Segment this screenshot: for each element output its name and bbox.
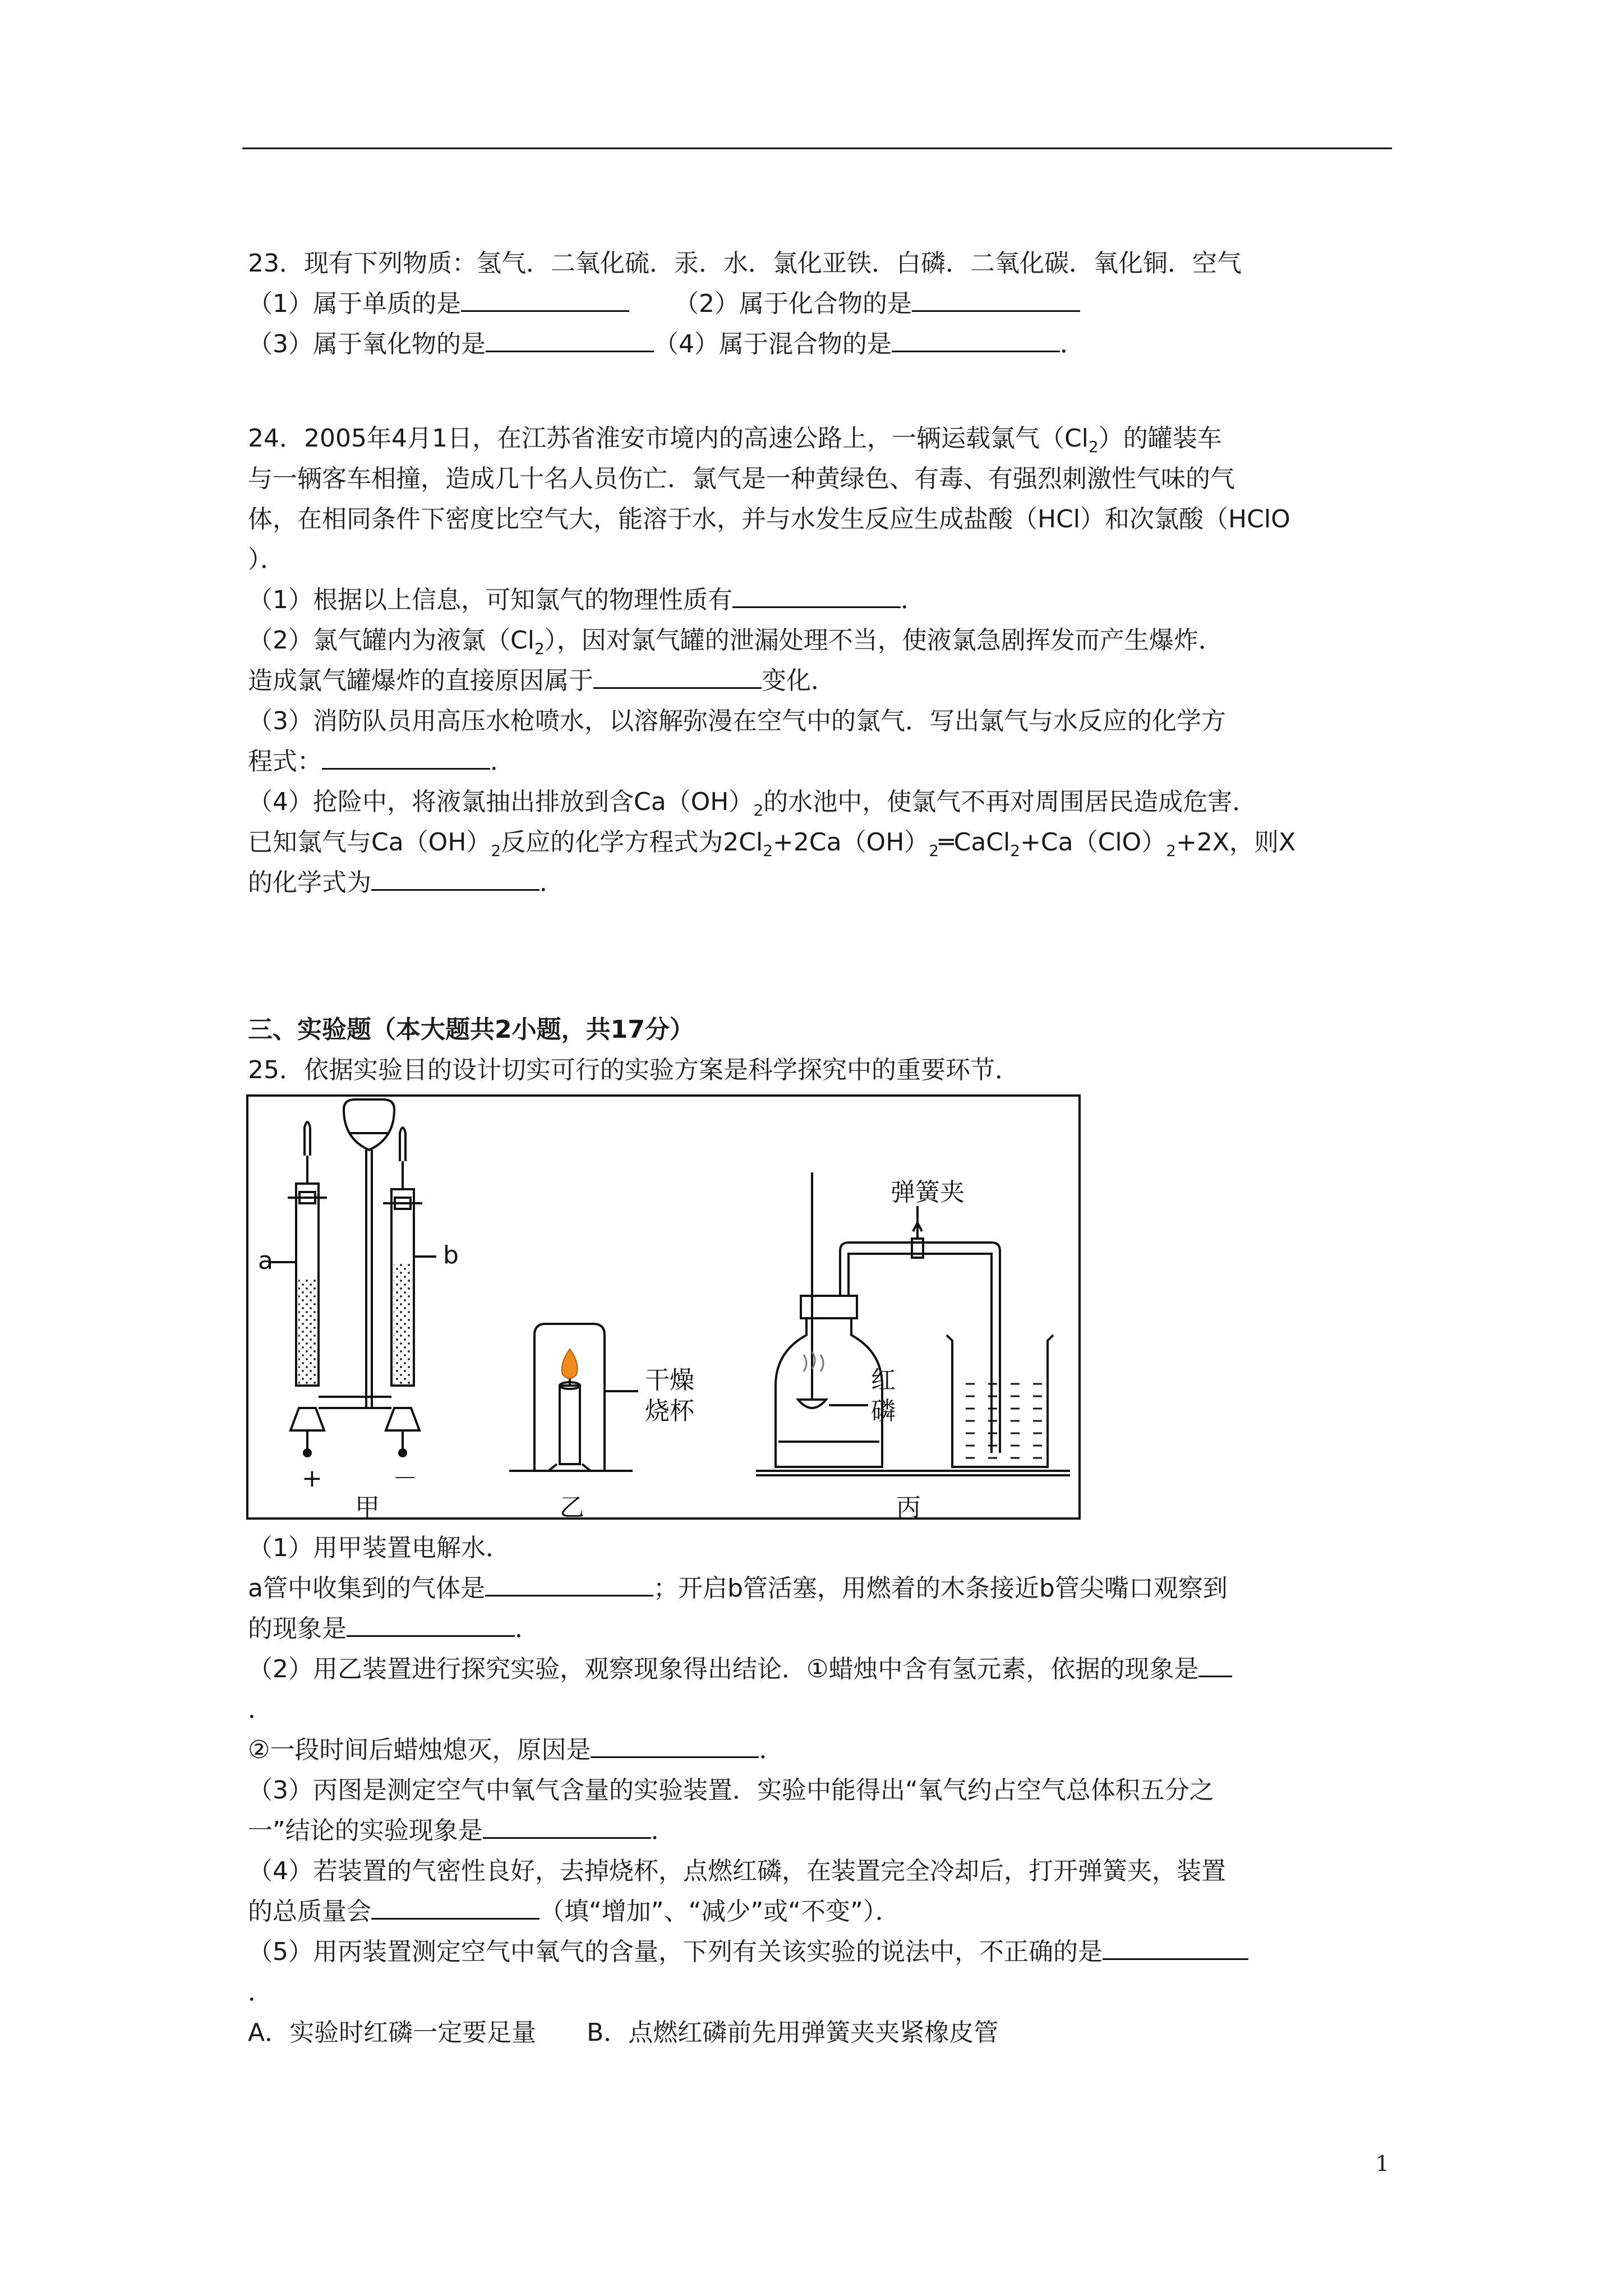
q25-part-1a: a管中收集到的气体是 ；开启b管活塞，用燃着的木条接近b管尖嘴口观察到 bbox=[248, 1572, 1392, 1605]
positive-terminal bbox=[303, 1448, 312, 1457]
label-bing: 丙 bbox=[896, 1493, 921, 1520]
label-plus: + bbox=[302, 1464, 322, 1493]
q24-part-1: （1）根据以上信息，可知氯气的物理性质有 ． bbox=[248, 583, 1392, 617]
q25-part-1: （1）用甲装置电解水． bbox=[248, 1534, 510, 1562]
label-minus: － bbox=[393, 1464, 417, 1493]
q25-part-3a: （3）丙图是测定空气中氧气含量的实验装置．实验中能得出“氧气约占空气总体积五分之 bbox=[248, 1776, 1214, 1805]
candle-apparatus bbox=[509, 1324, 638, 1471]
label-b: b bbox=[443, 1241, 459, 1269]
page-number: 1 bbox=[1375, 2151, 1390, 2176]
q24-line-1: 24．2005年4月1日，在江苏省淮安市境内的高速公路上，一辆运载氯气$(Cl_2)$的罐装车 bbox=[248, 424, 1222, 456]
q24-line-2: 与一辆客车相撞，造成几十名人员伤亡．氯气是一种黄绿色、有毒、有强烈刺激性气味的气 bbox=[248, 464, 1235, 493]
smoke-lines bbox=[804, 1352, 823, 1372]
beaker-water bbox=[954, 1374, 1046, 1464]
q24-part-4c: 的化学式为 ． bbox=[248, 866, 1392, 900]
q24-line-4: ）． bbox=[248, 545, 285, 574]
label-dry-beaker-2: 烧杯 bbox=[645, 1397, 694, 1425]
q25-part-5a: （5）用丙装置测定空气中氧气的含量，下列有关该实验的说法中，不正确的是 bbox=[248, 1935, 1392, 1969]
q24-line-3: 体，在相同条件下密度比空气大，能溶于水，并与水发生反应生成盐酸（HCl）和次氯酸（HClO bbox=[248, 505, 1290, 533]
q23-blank-2[interactable] bbox=[912, 288, 1080, 312]
label-red: 红 bbox=[871, 1366, 896, 1395]
q25-blank-2[interactable] bbox=[347, 1613, 515, 1637]
q24-part-3a: （3）消防队员用高压水枪喷水，以溶解弥漫在空气中的氯气．写出氯气与水反应的化学方 bbox=[248, 707, 1226, 735]
q25-part-1b: 的现象是 ． bbox=[248, 1612, 1392, 1646]
q24-part-2b: 造成氯气罐爆炸的直接原因属于 变化． bbox=[248, 664, 1392, 698]
apparatus-diagram bbox=[246, 1094, 1081, 1520]
q23-stem: 23．现有下列物质：氢气．二氧化硫．汞．水．氯化亚铁．白磷．二氧化碳．氧化铜．空气 bbox=[248, 249, 1242, 278]
option-b[interactable]: B．点燃红磷前先用弹簧夹夹紧橡皮管 bbox=[587, 2018, 999, 2047]
q25-blank-6[interactable] bbox=[371, 1895, 540, 1920]
label-jia: 甲 bbox=[355, 1493, 380, 1520]
q24-blank-4[interactable] bbox=[371, 867, 540, 891]
label-spring-clip: 弹簧夹 bbox=[891, 1178, 965, 1207]
q24-blank-2[interactable] bbox=[593, 665, 762, 689]
q25-part-4b: 的总质量会 （填“增加”、“减少”或“不变”）． bbox=[248, 1895, 1392, 1929]
q23-blank-3[interactable] bbox=[486, 328, 654, 352]
negative-terminal bbox=[398, 1448, 407, 1457]
q25-part-5a-end: ． bbox=[248, 1978, 273, 2007]
q25-part-3b: 一”结论的实验现象是 ． bbox=[248, 1814, 1392, 1848]
q24-blank-3[interactable] bbox=[322, 746, 490, 770]
label-yi: 乙 bbox=[560, 1493, 584, 1520]
header-rule bbox=[242, 148, 1392, 149]
label-phosphorus: 磷 bbox=[871, 1397, 896, 1425]
q25-blank-3[interactable] bbox=[1198, 1653, 1232, 1677]
q23-blank-4[interactable] bbox=[892, 328, 1060, 352]
q25-part-2a: （2）用乙装置进行探究实验，观察现象得出结论．①蜡烛中含有氢元素，依据的现象是 bbox=[248, 1653, 1392, 1686]
section-3-title: 三、实验题（本大题共2小题，共17分） bbox=[248, 1015, 694, 1044]
label-a: a bbox=[258, 1246, 273, 1275]
q24-part-4b: 已知氯气与$Ca(OH)_2$反应的化学方程式为$2Cl_2+2Ca(OH)_2═CaCl_2+Ca(ClO)_2+2X$，则X bbox=[248, 828, 1296, 860]
q25-blank-1[interactable] bbox=[485, 1572, 653, 1596]
q25-options bbox=[248, 2016, 1392, 2050]
experiment-figure bbox=[246, 1094, 1081, 1520]
q23-blank-1[interactable] bbox=[461, 288, 629, 312]
q24-part-4a: （4）抢险中，将液氯抽出排放到含$Ca(OH)_2$的水池中，使氯气不再对周围居民造成危害． bbox=[248, 788, 1257, 820]
option-a[interactable]: A．实验时红磷一定要足量 bbox=[248, 2018, 537, 2047]
q25-part-4a: （4）若装置的气密性良好，去掉烧杯，点燃红磷，在装置完全冷却后，打开弹簧夹，装置 bbox=[248, 1857, 1226, 1885]
q25-blank-5[interactable] bbox=[483, 1815, 651, 1839]
q25-blank-4[interactable] bbox=[591, 1734, 759, 1758]
q23-parts-1-2: （1）属于单质的是 （2）属于化合物的是 bbox=[248, 287, 1392, 321]
q24-part-2a: （2）氯气罐内为液氯$(Cl_2)$，因对氯气罐的泄漏处理不当，使液氯急剧挥发而产生爆炸． bbox=[248, 626, 1223, 658]
q24-part-3b: 程式： ． bbox=[248, 745, 1392, 779]
label-dry-beaker-1: 干燥 bbox=[645, 1366, 694, 1395]
q25-stem: 25．依据实验目的设计切实可行的实验方案是科学探究中的重要环节． bbox=[248, 1056, 1020, 1084]
q24-blank-1[interactable] bbox=[732, 584, 901, 608]
candle-flame bbox=[562, 1349, 578, 1379]
q25-part-2b: ②一段时间后蜡烛熄灭，原因是 ． bbox=[248, 1733, 1392, 1767]
electrolysis-water bbox=[298, 1262, 412, 1386]
q23-parts-3-4: （3）属于氧化物的是 （4）属于混合物的是 ． bbox=[248, 328, 1392, 361]
q25-part-2a-end: ． bbox=[248, 1695, 273, 1724]
q25-blank-7[interactable] bbox=[1103, 1936, 1248, 1960]
